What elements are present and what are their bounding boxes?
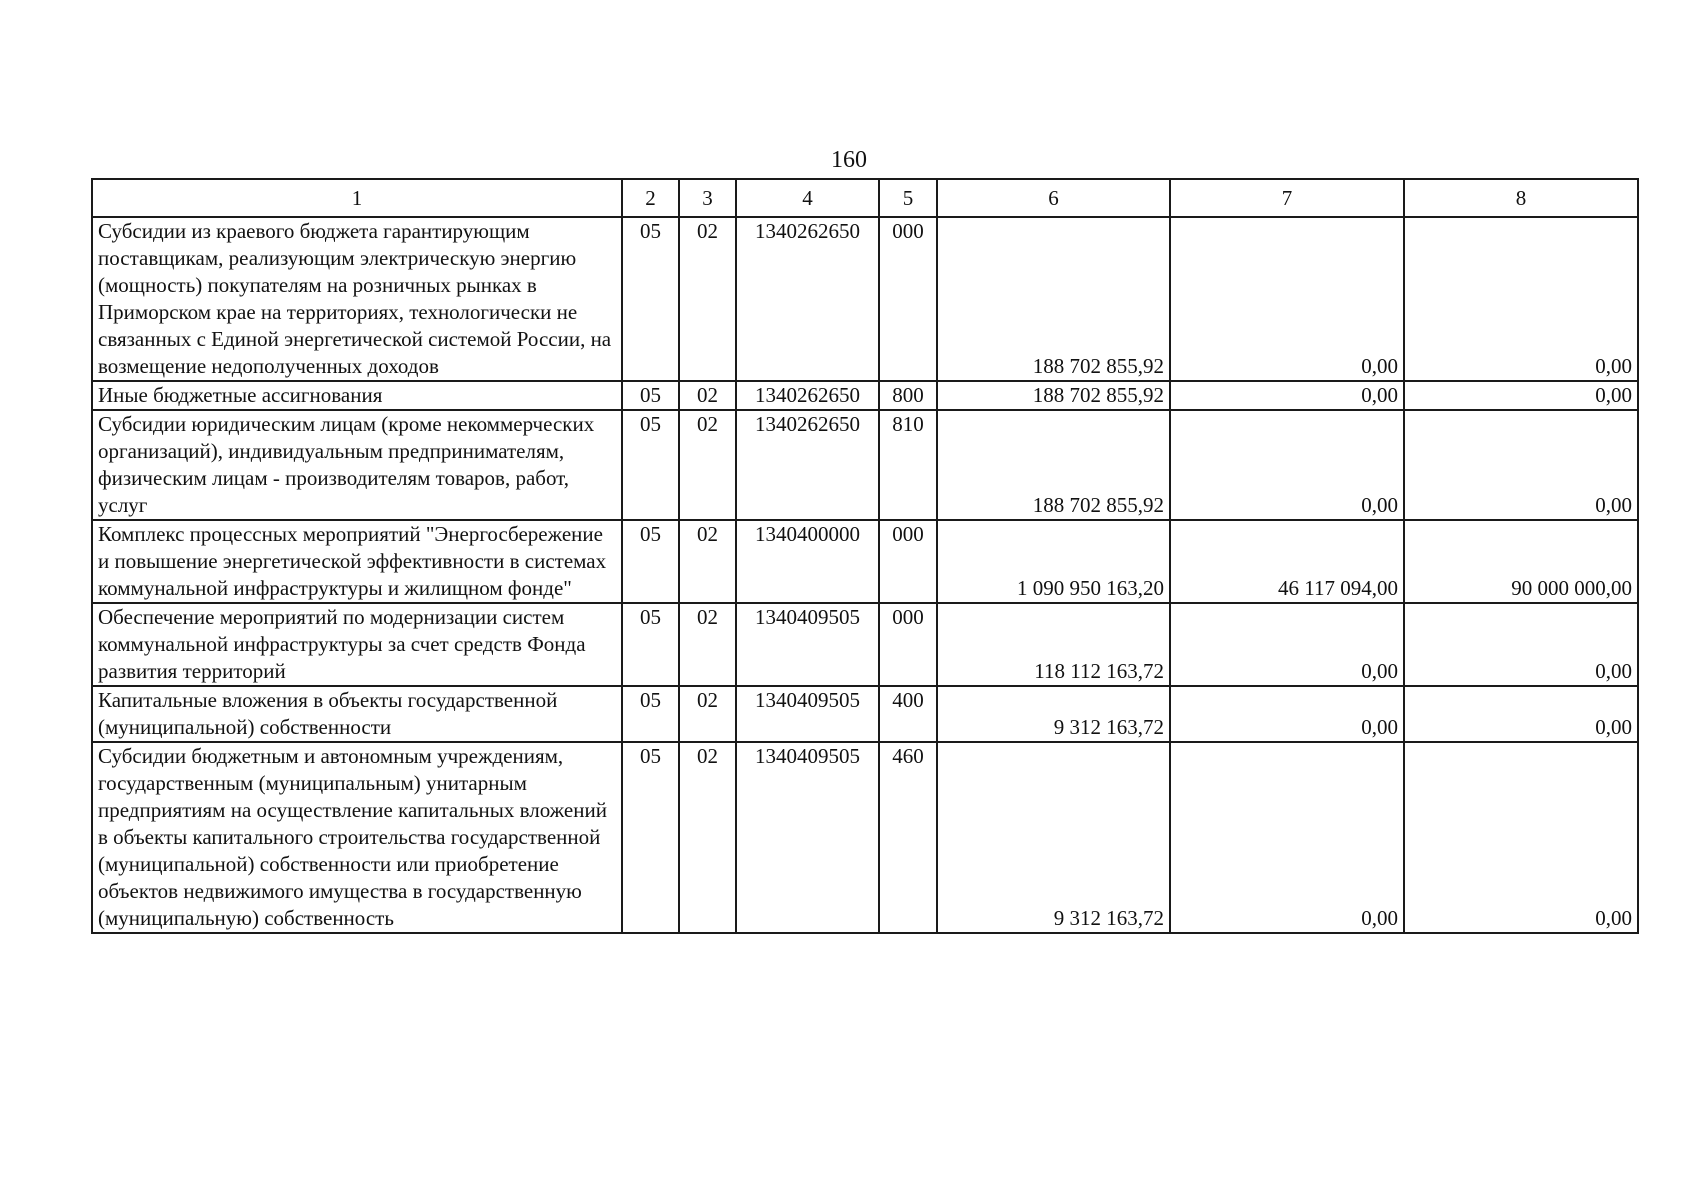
section-code-cell: 05 xyxy=(622,410,679,520)
expense-type-code-cell: 460 xyxy=(879,742,937,933)
amount-col7-cell: 0,00 xyxy=(1170,217,1404,381)
amount-col7-cell: 0,00 xyxy=(1170,603,1404,686)
target-item-code-cell: 1340262650 xyxy=(736,410,879,520)
target-item-code-cell: 1340409505 xyxy=(736,603,879,686)
column-header: 7 xyxy=(1170,179,1404,217)
amount-col7-cell: 0,00 xyxy=(1170,686,1404,742)
expense-type-code-cell: 800 xyxy=(879,381,937,410)
amount-col7-cell: 0,00 xyxy=(1170,742,1404,933)
amount-col8-cell: 0,00 xyxy=(1404,603,1638,686)
target-item-code-cell: 1340409505 xyxy=(736,686,879,742)
section-code-cell: 05 xyxy=(622,381,679,410)
amount-col6-cell: 188 702 855,92 xyxy=(937,381,1170,410)
expense-type-code-cell: 400 xyxy=(879,686,937,742)
column-header: 8 xyxy=(1404,179,1638,217)
amount-col8-cell: 0,00 xyxy=(1404,381,1638,410)
column-header: 6 xyxy=(937,179,1170,217)
table-row xyxy=(92,410,1638,520)
target-item-code-cell: 1340262650 xyxy=(736,381,879,410)
table-row xyxy=(92,520,1638,603)
expense-type-code-cell: 810 xyxy=(879,410,937,520)
item-name-cell: Иные бюджетные ассигнования xyxy=(92,381,622,410)
section-code-cell: 05 xyxy=(622,686,679,742)
item-name-cell: Капитальные вложения в объекты государственной (муниципальной) собственности xyxy=(92,686,622,742)
table-row xyxy=(92,603,1638,686)
table-row xyxy=(92,742,1638,933)
budget-table xyxy=(91,178,1639,934)
subsection-code-cell: 02 xyxy=(679,603,736,686)
column-header: 4 xyxy=(736,179,879,217)
column-header: 2 xyxy=(622,179,679,217)
amount-col6-cell: 1 090 950 163,20 xyxy=(937,520,1170,603)
item-name-cell: Обеспечение мероприятий по модернизации систем коммунальной инфраструктуры за счет средств Фонда развития территорий xyxy=(92,603,622,686)
section-code-cell: 05 xyxy=(622,742,679,933)
amount-col7-cell: 0,00 xyxy=(1170,410,1404,520)
target-item-code-cell: 1340409505 xyxy=(736,742,879,933)
target-item-code-cell: 1340400000 xyxy=(736,520,879,603)
table-row xyxy=(92,381,1638,410)
expense-type-code-cell: 000 xyxy=(879,520,937,603)
subsection-code-cell: 02 xyxy=(679,410,736,520)
amount-col8-cell: 0,00 xyxy=(1404,410,1638,520)
column-header: 5 xyxy=(879,179,937,217)
amount-col8-cell: 0,00 xyxy=(1404,686,1638,742)
amount-col6-cell: 9 312 163,72 xyxy=(937,686,1170,742)
amount-col8-cell: 0,00 xyxy=(1404,742,1638,933)
target-item-code-cell: 1340262650 xyxy=(736,217,879,381)
amount-col8-cell: 90 000 000,00 xyxy=(1404,520,1638,603)
amount-col6-cell: 9 312 163,72 xyxy=(937,742,1170,933)
item-name-cell: Комплекс процессных мероприятий "Энергосбережение и повышение энергетической эффективности в системах коммунальной инфраструктуры и жилищном фонде" xyxy=(92,520,622,603)
item-name-cell: Субсидии юридическим лицам (кроме некоммерческих организаций), индивидуальным предпринимателям, физическим лицам - производителям товаров, работ, услуг xyxy=(92,410,622,520)
amount-col6-cell: 188 702 855,92 xyxy=(937,217,1170,381)
subsection-code-cell: 02 xyxy=(679,686,736,742)
amount-col7-cell: 0,00 xyxy=(1170,381,1404,410)
expense-type-code-cell: 000 xyxy=(879,603,937,686)
expense-type-code-cell: 000 xyxy=(879,217,937,381)
page-number: 160 xyxy=(831,147,867,173)
subsection-code-cell: 02 xyxy=(679,520,736,603)
amount-col8-cell: 0,00 xyxy=(1404,217,1638,381)
section-code-cell: 05 xyxy=(622,217,679,381)
subsection-code-cell: 02 xyxy=(679,217,736,381)
table-row xyxy=(92,686,1638,742)
section-code-cell: 05 xyxy=(622,520,679,603)
amount-col6-cell: 118 112 163,72 xyxy=(937,603,1170,686)
table-header-row xyxy=(92,179,1638,217)
column-header: 1 xyxy=(92,179,622,217)
subsection-code-cell: 02 xyxy=(679,742,736,933)
section-code-cell: 05 xyxy=(622,603,679,686)
column-header: 3 xyxy=(679,179,736,217)
amount-col7-cell: 46 117 094,00 xyxy=(1170,520,1404,603)
item-name-cell: Субсидии из краевого бюджета гарантирующим поставщикам, реализующим электрическую энергию (мощность) покупателям на розничных рынках в Приморском крае на территориях, технологически не связанных с Единой энергетической системой России, на возмещение недополученных доходов xyxy=(92,217,622,381)
item-name-cell: Субсидии бюджетным и автономным учреждениям, государственным (муниципальным) унитарным предприятиям на осуществление капитальных вложений в объекты капитального строительства государственной (муниципальной) собственности или приобретение объектов недвижимого имущества в государственную (муниципальную) собственность xyxy=(92,742,622,933)
subsection-code-cell: 02 xyxy=(679,381,736,410)
table-row xyxy=(92,217,1638,381)
amount-col6-cell: 188 702 855,92 xyxy=(937,410,1170,520)
